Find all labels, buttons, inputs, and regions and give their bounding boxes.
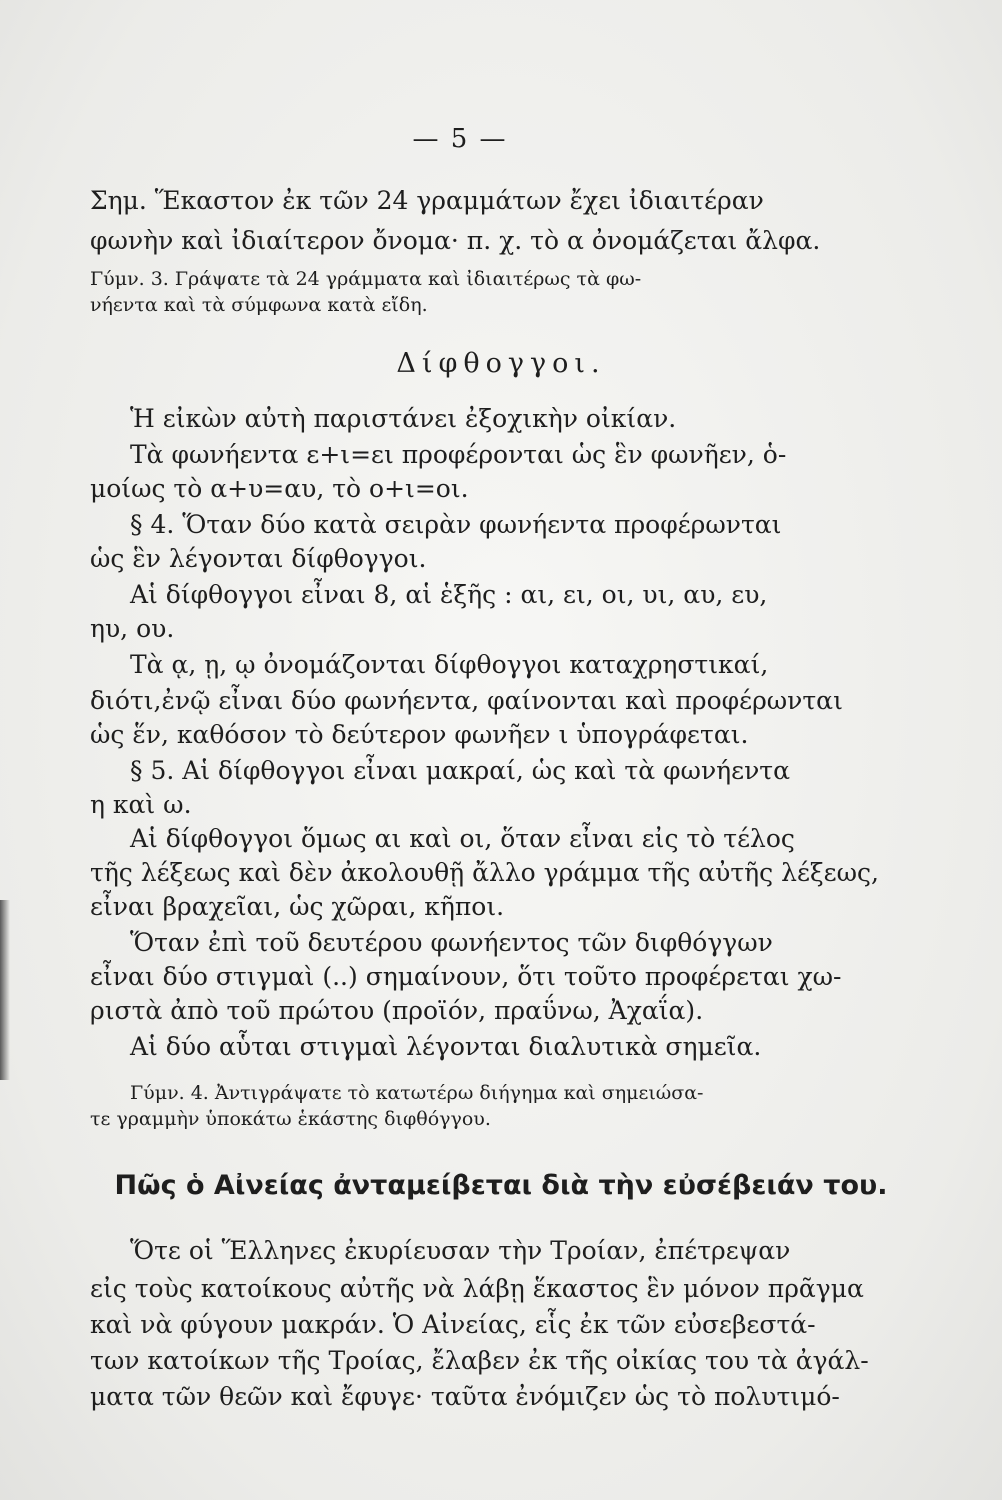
note-line-1: Σημ. Ἕκαστον ἐκ τῶν 24 γραμμάτων ἔχει ἰδιαιτέραν (90, 186, 764, 215)
paragraph-line: εἶναι βραχεῖαι, ὡς χῶραι, κῆποι. (90, 892, 505, 921)
paragraph-line: διότι,ἐνῷ εἶναι δύο φωνήεντα, φαίνονται καὶ προφέρωνται (90, 686, 843, 715)
paragraph-line: ὡς ἓν λέγονται δίφθογγοι. (90, 544, 427, 573)
note-line-2: φωνὴν καὶ ἰδιαίτερον ὄνομα· π. χ. τὸ α ὀνομάζεται ἄλφα. (90, 226, 821, 255)
exercise-4-line-1: Γύμν. 4. Ἀντιγράψατε τὸ κατωτέρω διήγημα καὶ σημειώσα- (130, 1082, 704, 1104)
paragraph-line: μοίως τὸ α+υ=αυ, τὸ ο+ι=οι. (90, 474, 469, 503)
paragraph-line: η καὶ ω. (90, 790, 192, 819)
paragraph-line: ριστὰ ἀπὸ τοῦ πρώτου (προϊόν, πραΰνω, Ἀχαΐα). (90, 996, 704, 1025)
page-number: — 5 — (412, 124, 508, 154)
paragraph-line: § 5. Αἱ δίφθογγοι εἶναι μακραί, ὡς καὶ τὰ φωνήεντα (130, 756, 790, 785)
section-heading-diphthongs: Δίφθογγοι. (396, 348, 606, 379)
paragraph-line: ὡς ἕν, καθόσον τὸ δεύτερον φωνῆεν ι ὑπογράφεται. (90, 720, 749, 749)
paragraph-line: Αἱ δίφθογγοι ὅμως αι καὶ οι, ὅταν εἶναι εἰς τὸ τέλος (130, 824, 795, 853)
paragraph-line: τῆς λέξεως καὶ δὲν ἀκολουθῇ ἄλλο γράμμα τῆς αὐτῆς λέξεως, (90, 858, 879, 887)
paragraph-line: Αἱ δίφθογγοι εἶναι 8, αἱ ἑξῆς : αι, ει, οι, υι, αυ, ευ, (130, 580, 768, 609)
story-line: ματα τῶν θεῶν καὶ ἔφυγε· ταῦτα ἐνόμιζεν ὡς τὸ πολυτιμό- (90, 1382, 840, 1411)
story-line: καὶ νὰ φύγουν μακράν. Ὁ Αἰνείας, εἷς ἐκ τῶν εὐσεβεστά- (90, 1310, 816, 1339)
paragraph-line: εἶναι δύο στιγμαὶ (..) σημαίνουν, ὅτι τοῦτο προφέρεται χω- (90, 962, 842, 991)
exercise-4-line-2: τε γραμμὴν ὑποκάτω ἑκάστης διφθόγγου. (90, 1108, 491, 1130)
paragraph-line: Τὰ ᾳ, ῃ, ῳ ὀνομάζονται δίφθογγοι καταχρηστικαί, (130, 650, 769, 679)
paragraph-line: ηυ, ου. (90, 614, 175, 643)
story-line: εἰς τοὺς κατοίκους αὐτῆς νὰ λάβῃ ἕκαστος ἓν μόνον πρᾶγμα (90, 1274, 864, 1303)
paragraph-line: Τὰ φωνήεντα ε+ι=ει προφέρονται ὡς ἓν φωνῆεν, ὁ- (130, 440, 787, 469)
paragraph-line: Αἱ δύο αὗται στιγμαὶ λέγονται διαλυτικὰ σημεῖα. (130, 1032, 762, 1061)
exercise-3-line-1: Γύμν. 3. Γράψατε τὰ 24 γράμματα καὶ ἰδιαιτέρως τὰ φω- (90, 268, 642, 290)
paragraph-line: § 4. Ὅταν δύο κατὰ σειρὰν φωνήεντα προφέρωνται (130, 510, 782, 539)
paragraph-line: Ὅταν ἐπὶ τοῦ δευτέρου φωνήεντος τῶν διφθόγγων (130, 928, 773, 957)
exercise-3-line-2: νήεντα καὶ τὰ σύμφωνα κατὰ εἴδη. (90, 294, 428, 316)
binding-shadow (0, 900, 10, 1080)
story-title: Πῶς ὁ Αἰνείας ἀνταμείβεται διὰ τὴν εὐσέβειάν του. (114, 1170, 888, 1201)
story-line: των κατοίκων τῆς Τροίας, ἔλαβεν ἐκ τῆς οἰκίας του τὰ ἀγάλ- (90, 1346, 869, 1375)
story-line: Ὅτε οἱ Ἕλληνες ἐκυρίευσαν τὴν Τροίαν, ἐπέτρεψαν (130, 1236, 791, 1265)
paragraph-line: Ἡ εἰκὼν αὐτὴ παριστάνει ἐξοχικὴν οἰκίαν. (130, 404, 677, 433)
